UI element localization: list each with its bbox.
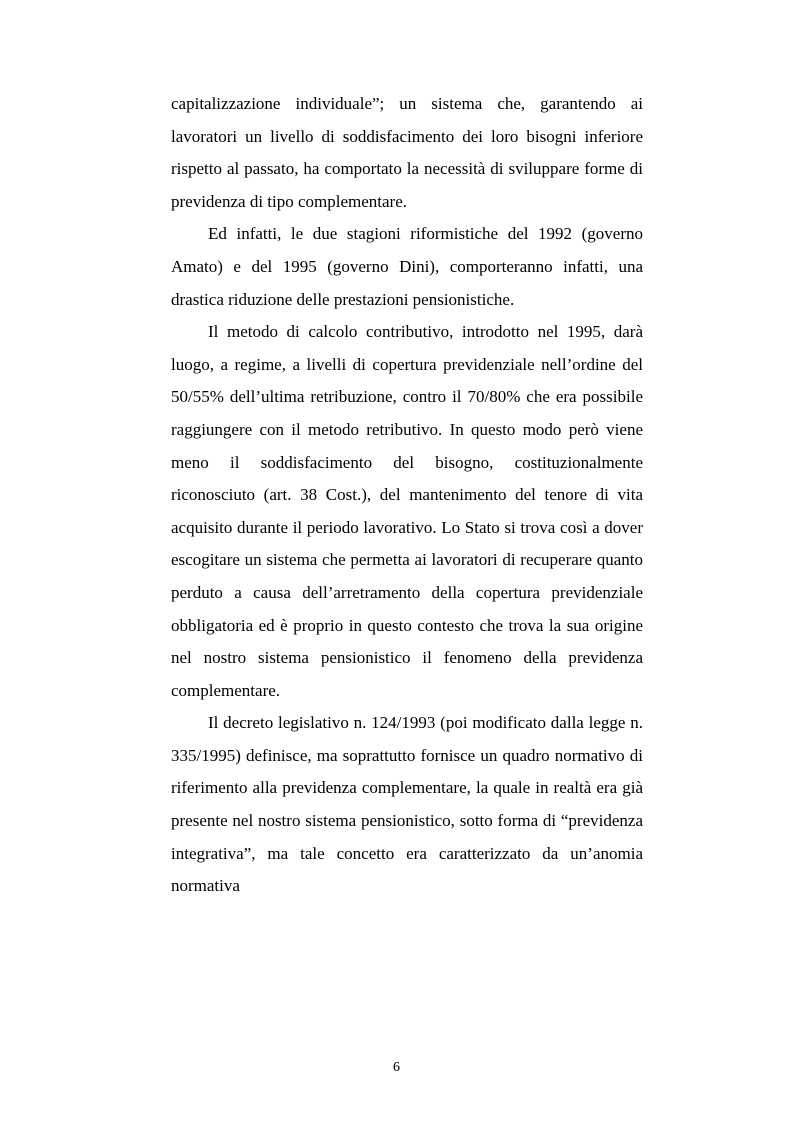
paragraph-1: capitalizzazione individuale”; un sistema che, garantendo ai lavoratori un livello di soddisfacimento dei loro bisogni inferiore rispetto al passato, ha comportato la necessità di sviluppare forme di previdenza di tipo complementare. — [171, 94, 643, 211]
paragraph-4: Il decreto legislativo n. 124/1993 (poi modificato dalla legge n. 335/1995) definisce, ma soprattutto fornisce un quadro normativo di riferimento alla previdenza complementare, la quale in realtà era già presente nel nostro sistema pensionistico, sotto forma di “previdenza integrativa”, ma tale concetto era caratterizzato da un’anomia normativa — [171, 713, 643, 896]
paragraph-2: Ed infatti, le due stagioni riformistiche del 1992 (governo Amato) e del 1995 (governo Dini), comporteranno infatti, una drastica riduzione delle prestazioni pensionistiche. — [171, 224, 643, 309]
paragraph-3: Il metodo di calcolo contributivo, introdotto nel 1995, darà luogo, a regime, a livelli di copertura previdenziale nell’ordine del 50/55% dell’ultima retribuzione, contro il 70/80% che era possibile raggiungere con il metodo retributivo. In questo modo però viene meno il soddisfacimento del bisogno, costituzionalmente riconosciuto (art. 38 Cost.), del mantenimento del tenore di vita acquisito durante il periodo lavorativo. Lo Stato si trova così a dover escogitare un sistema che permetta ai lavoratori di recuperare quanto perduto a causa dell’arretramento della copertura previdenziale obbligatoria ed è proprio in questo contesto che trova la sua origine nel nostro sistema pensionistico il fenomeno della previdenza complementare. — [171, 322, 643, 700]
page-number: 6 — [393, 1060, 400, 1075]
document-page-body — [171, 88, 643, 903]
